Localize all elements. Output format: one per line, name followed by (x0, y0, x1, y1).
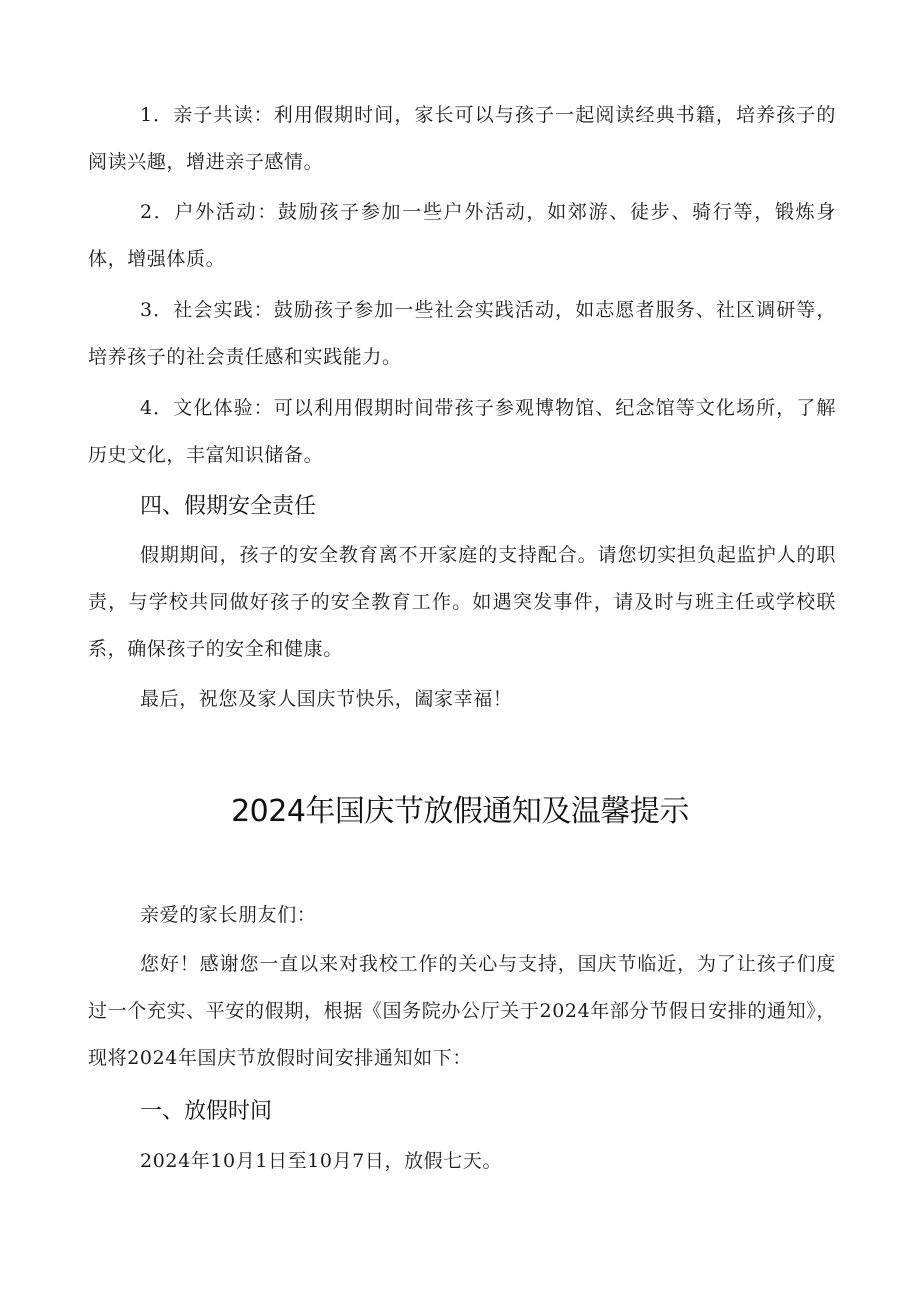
salutation: 亲爱的家长朋友们： (140, 904, 317, 926)
holiday-time-text: 2024年10月1日至10月7日，放假七天。 (140, 1150, 503, 1172)
section-heading-holiday-time: 一、放假时间 (140, 1099, 273, 1124)
activity-item-1: 1．亲子共读：利用假期时间，家长可以与孩子一起阅读经典书籍，培养孩子的阅读兴趣，增进亲子感情。 (88, 104, 836, 173)
activity-item-3: 3．社会实践：鼓励孩子参加一些社会实践活动，如志愿者服务、社区调研等，培养孩子的社会责任感和实践能力。 (88, 299, 836, 368)
page-title: 2024年国庆节放假通知及温馨提示 (231, 794, 689, 829)
activity-item-2: 2．户外活动：鼓励孩子参加一些户外活动，如郊游、徒步、骑行等，锻炼身体，增强体质。 (88, 201, 836, 270)
intro-paragraph: 您好！感谢您一直以来对我校工作的关心与支持，国庆节临近，为了让孩子们度过一个充实、平安的假期，根据《国务院办公厅关于2024年部分节假日安排的通知》，现将2024年国庆节放假时间安排通知如下： (88, 953, 836, 1069)
activity-item-4: 4．文化体验：可以利用假期时间带孩子参观博物馆、纪念馆等文化场所，了解历史文化，丰富知识储备。 (88, 397, 836, 466)
section-heading-safety: 四、假期安全责任 (140, 494, 317, 519)
safety-paragraph: 假期期间，孩子的安全教育离不开家庭的支持配合。请您切实担负起监护人的职责，与学校共同做好孩子的安全教育工作。如遇突发事件，请及时与班主任或学校联系，确保孩子的安全和健康。 (88, 544, 836, 660)
closing-wishes: 最后，祝您及家人国庆节快乐，阖家幸福！ (140, 688, 513, 710)
